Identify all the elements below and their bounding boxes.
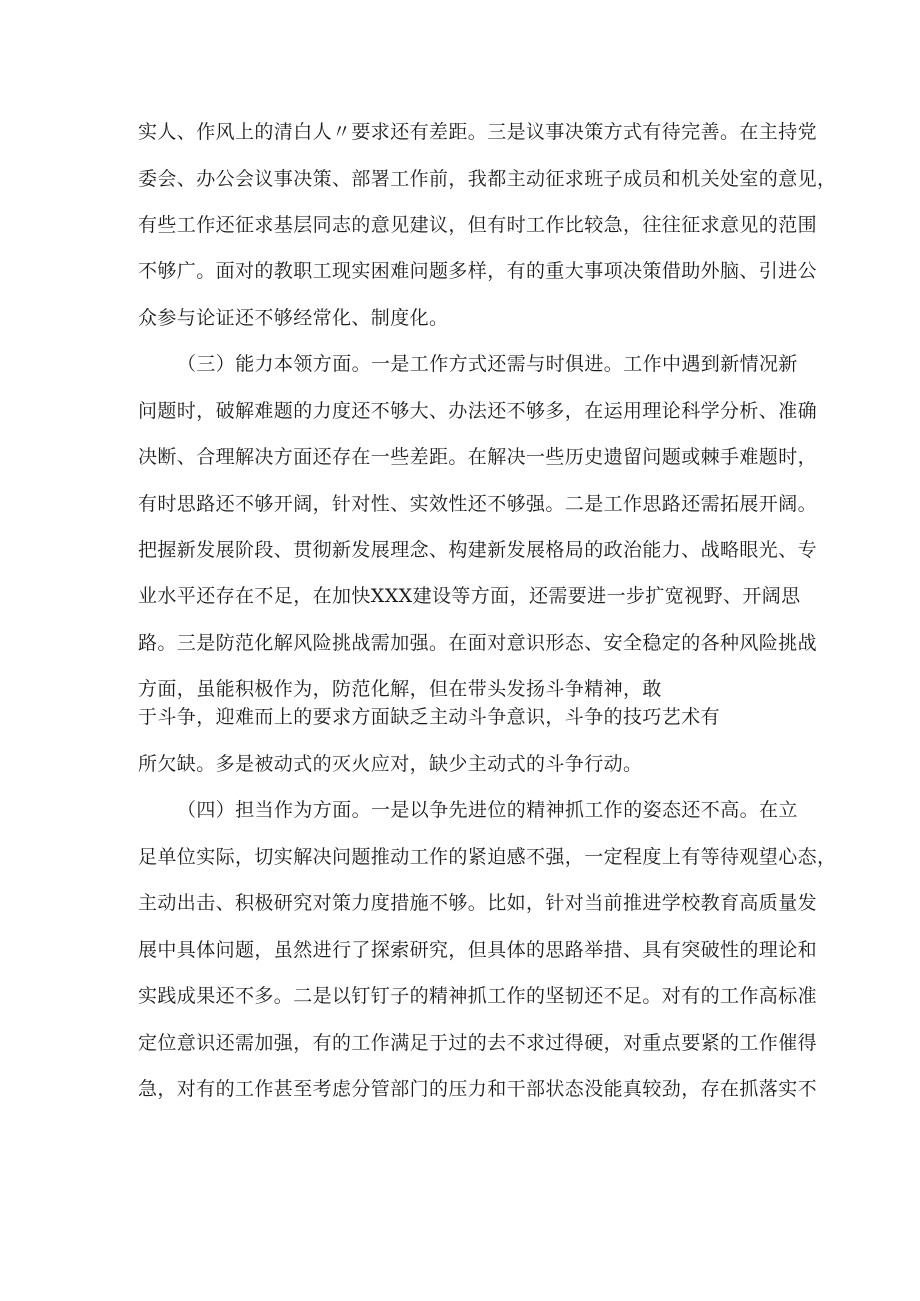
text-line: 众参与论证还不够经常化、制度化。: [138, 307, 449, 329]
text-line: 不够广。面对的教职工现实困难问题多样，有的重大事项决策借助外脑、引进公: [138, 260, 818, 282]
text-line: 展中具体问题，虽然进行了探索研究，但具体的思路举措、具有突破性的理论和: [138, 939, 818, 961]
section-heading-line: （四）担当作为方面。一是以争先进位的精神抓工作的姿态还不高。在立: [177, 799, 798, 821]
text-line: 把握新发展阶段、贯彻新发展理念、构建新发展格局的政治能力、战略眼光、专: [138, 539, 818, 561]
text-line: 业水平还存在不足，在加快XXX建设等方面，还需要进一步扩宽视野、开阔思: [138, 585, 801, 607]
text-line: 定位意识还需加强，有的工作满足于过的去不求过得硬，对重点要紧的工作催得: [138, 1032, 818, 1054]
text-line: 问题时，破解难题的力度还不够大、办法还不够多，在运用理论科学分析、准确: [138, 400, 818, 422]
section-heading-line: （三）能力本领方面。一是工作方式还需与时俱进。工作中遇到新情况新: [177, 353, 798, 375]
text-line: 决断、合理解决方面还存在一些差距。在解决一些历史遗留问题或棘手难题时，: [138, 446, 818, 468]
text-line: 实人、作风上的清白人〃要求还有差距。三是议事决策方式有待完善。在主持党: [138, 121, 818, 143]
text-line: 实践成果还不多。二是以钉钉子的精神抓工作的坚韧还不足。对有的工作高标准: [138, 985, 818, 1007]
text-line: 于斗争，迎难而上的要求方面缺乏主动斗争意识，斗争的技巧艺术有: [138, 706, 721, 728]
text-line: 方面，虽能积极作为，防范化解，但在带头发扬斗争精神，敢: [138, 678, 662, 700]
text-line: 有时思路还不够开阔，针对性、实效性还不够强。二是工作思路还需拓展开阔。: [138, 493, 818, 515]
text-line: 路。三是防范化解风险挑战需加强。在面对意识形态、安全稳定的各种风险挑战: [138, 632, 818, 654]
text-line: 所欠缺。多是被动式的灭火应对，缺少主动式的斗争行动。: [138, 753, 643, 775]
text-line: 委会、办公会议事决策、部署工作前，我都主动征求班子成员和机关处室的意见，: [138, 168, 837, 190]
text-line: 足单位实际，切实解决问题推动工作的紧迫感不强，一定程度上有等待观望心态，: [138, 846, 837, 868]
text-line: 主动出击、积极研究对策力度措施不够。比如，针对当前推进学校教育高质量发: [138, 892, 818, 914]
text-line: 有些工作还征求基层同志的意见建议，但有时工作比较急，往往征求意见的范围: [138, 214, 818, 236]
text-line: 急，对有的工作甚至考虑分管部门的压力和干部状态没能真较劲，存在抓落实不: [138, 1078, 818, 1100]
